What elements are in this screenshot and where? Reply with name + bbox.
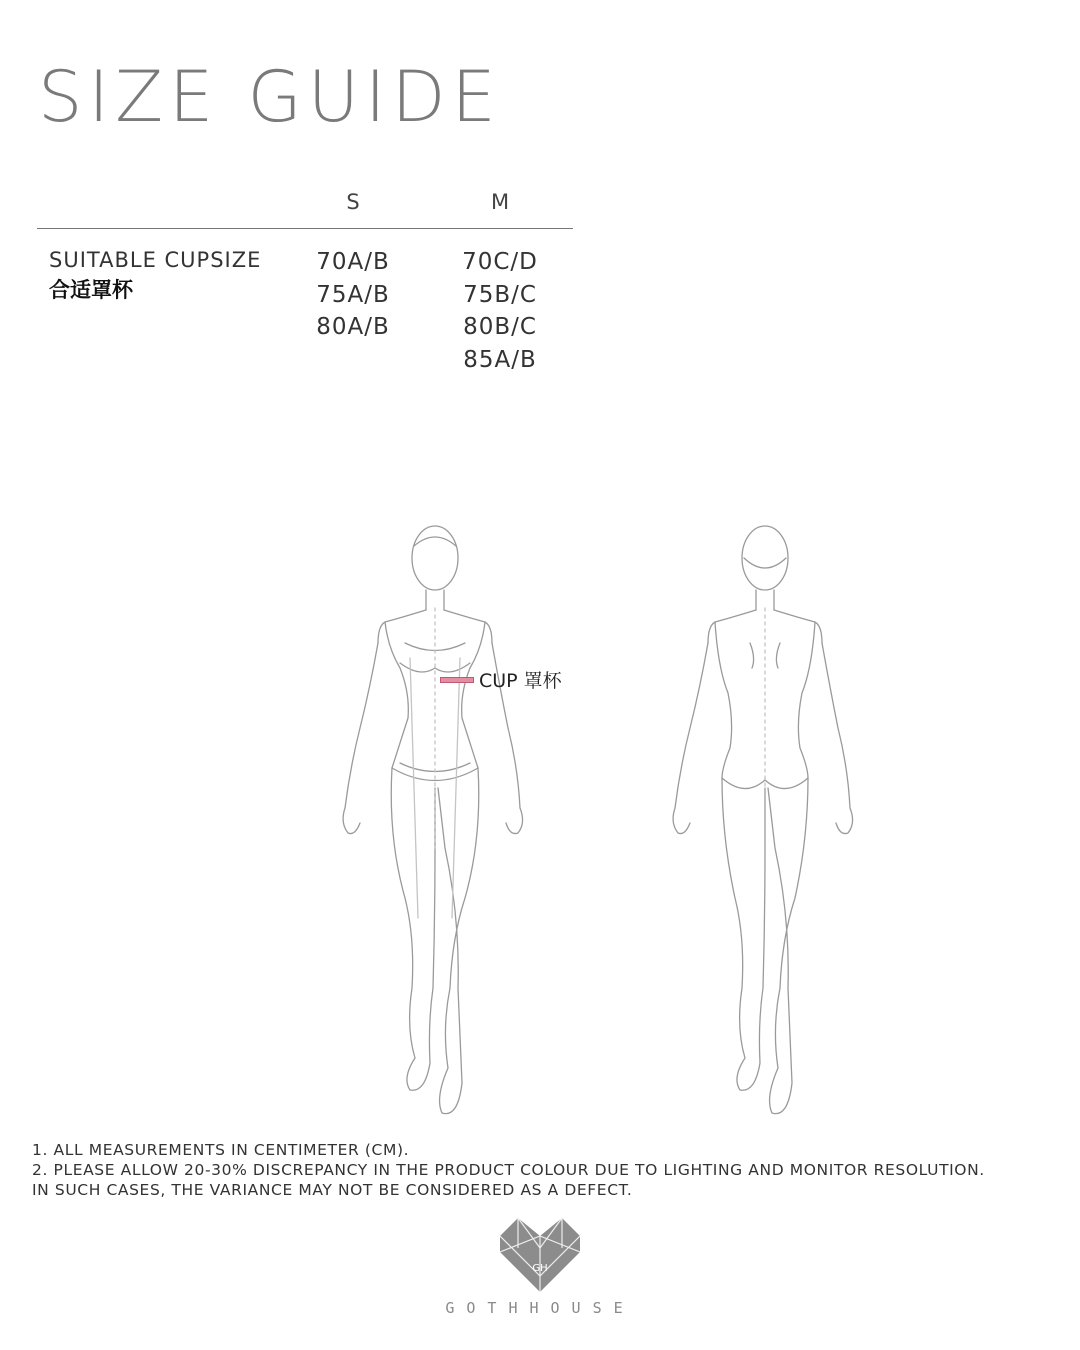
size-m-value: 75B/C [463, 281, 537, 308]
back-figure [673, 526, 852, 1114]
cup-measurement-marker [440, 677, 474, 683]
table-divider [37, 228, 573, 229]
body-figure-illustration [330, 518, 880, 1123]
note-line: 1. ALL MEASUREMENTS IN CENTIMETER (CM). [32, 1141, 410, 1159]
size-s-value: 75A/B [316, 281, 390, 308]
size-m-value: 70C/D [462, 249, 538, 275]
column-header-s: S [346, 190, 360, 214]
svg-text:GH: GH [532, 1263, 548, 1274]
notes [32, 1140, 985, 1200]
column-header-m: M [490, 190, 510, 214]
row-label-cupsize: SUITABLE CUPSIZE [49, 248, 262, 272]
brand-name: GOTHHOUSE [445, 1299, 635, 1317]
size-s-value: 80A/B [316, 314, 390, 340]
front-figure [343, 526, 522, 1114]
size-m-values [445, 246, 555, 376]
size-m-value: 85A/B [463, 346, 537, 373]
size-s-value: 70A/B [316, 249, 390, 275]
note-line: IN SUCH CASES, THE VARIANCE MAY NOT BE CONSIDERED AS A DEFECT. [32, 1181, 633, 1199]
heart-gem-logo-icon [500, 1218, 580, 1292]
row-label-cupsize-cn: 合适罩杯 [49, 278, 133, 302]
cup-label: CUP 罩杯 [479, 670, 562, 692]
page-title: SIZE GUIDE [38, 56, 502, 138]
size-m-value: 80B/C [463, 314, 537, 340]
note-line: 2. PLEASE ALLOW 20-30% DISCREPANCY IN THE PRODUCT COLOUR DUE TO LIGHTING AND MONITOR RESOLUTION. [32, 1161, 985, 1179]
size-s-values [298, 246, 408, 344]
